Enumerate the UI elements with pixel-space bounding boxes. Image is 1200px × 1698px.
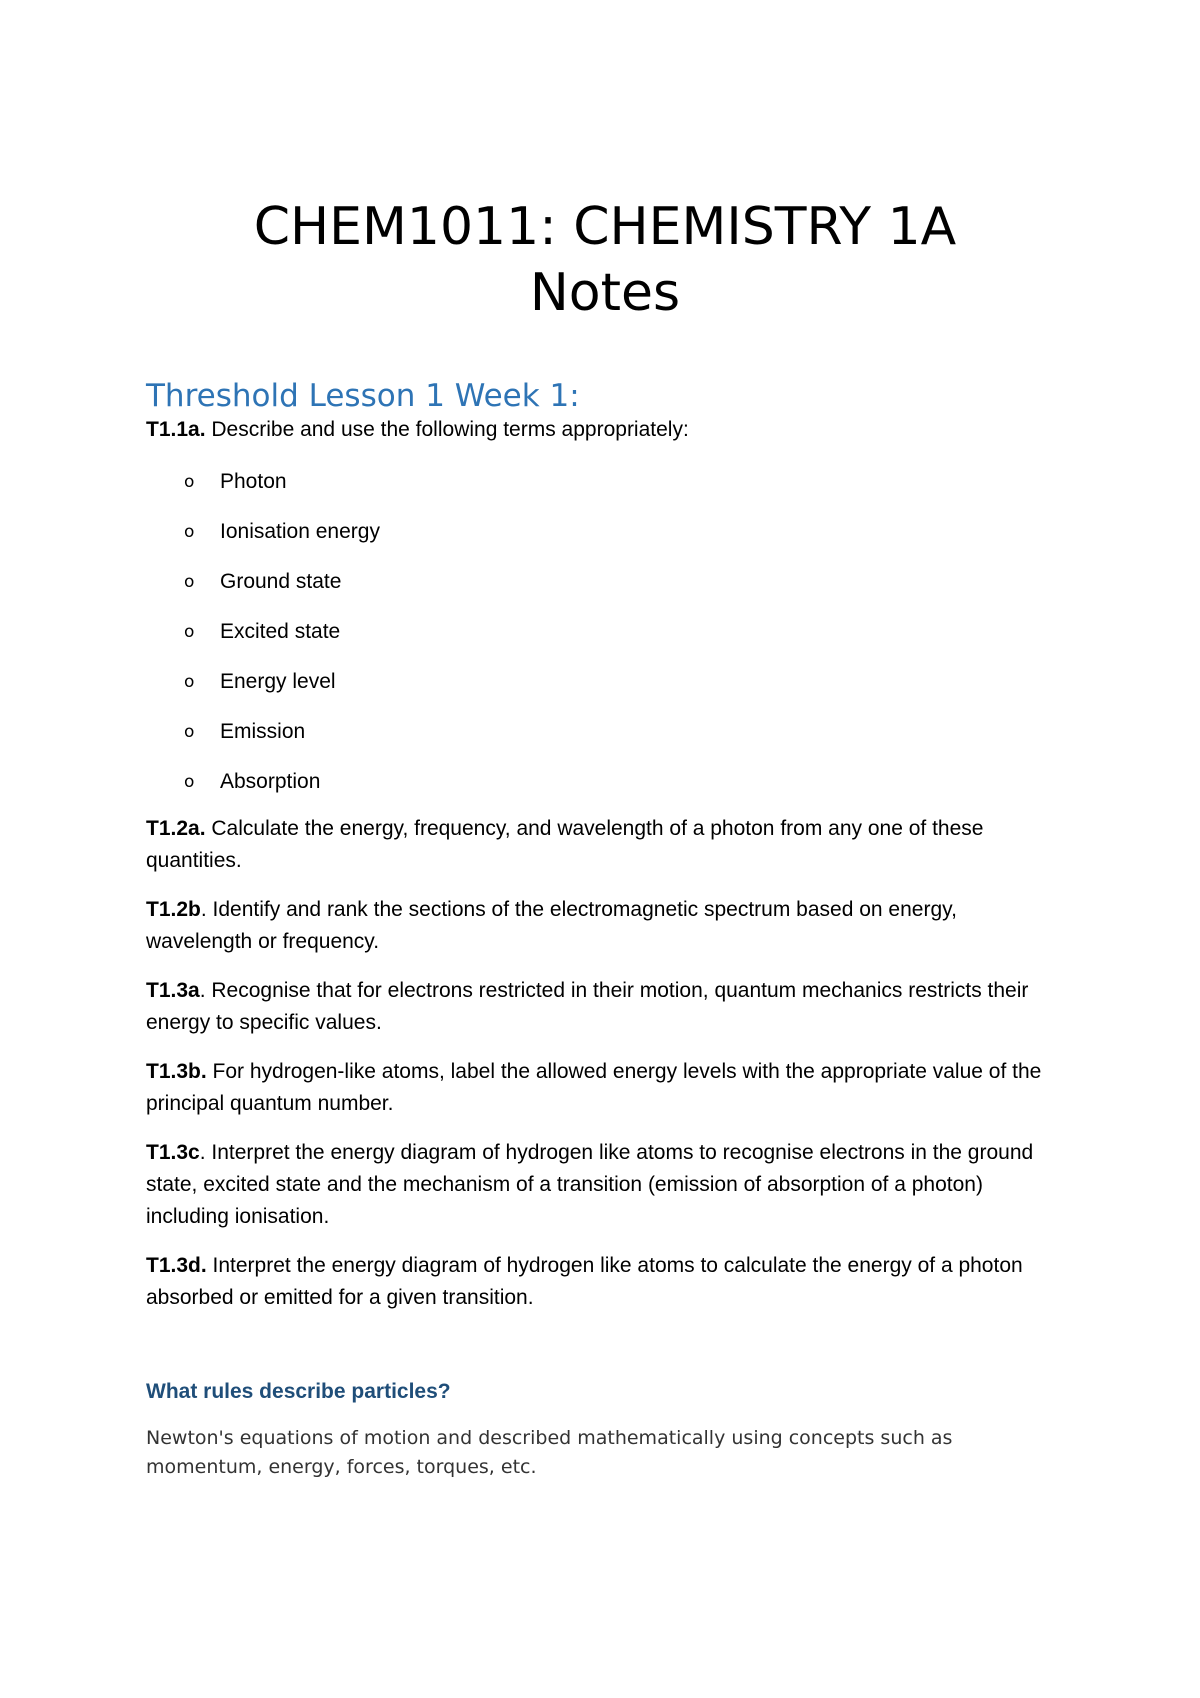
objective-code: T1.2b bbox=[146, 898, 201, 921]
objective-t1-3c bbox=[146, 1137, 1066, 1233]
objective-text: For hydrogen-like atoms, label the allowed energy levels with the appropriate value of the principal quantum number. bbox=[146, 1060, 1042, 1115]
bullet-marker: o bbox=[184, 722, 195, 742]
objective-text: Calculate the energy, frequency, and wavelength of a photon from any one of these quantities. bbox=[146, 817, 984, 872]
objective-code: T1.3d. bbox=[146, 1254, 207, 1277]
document-title-line-2: Notes bbox=[529, 263, 681, 323]
term-label: Excited state bbox=[220, 620, 341, 643]
bullet-marker: o bbox=[184, 672, 195, 692]
term-label: Absorption bbox=[220, 770, 321, 793]
objective-code: T1.1a. bbox=[146, 418, 206, 441]
objective-t1-3a bbox=[146, 975, 1066, 1039]
section-heading: Threshold Lesson 1 Week 1: bbox=[146, 378, 580, 414]
document-title-line-1: CHEM1011: CHEMISTRY 1A bbox=[253, 197, 957, 257]
objective-t1-3d bbox=[146, 1250, 1066, 1314]
term-label: Ground state bbox=[220, 570, 342, 593]
term-label: Photon bbox=[220, 470, 287, 493]
objective-t1-2a bbox=[146, 813, 1066, 877]
objective-code: T1.3b. bbox=[146, 1060, 207, 1083]
objective-t1-1a bbox=[146, 414, 1066, 446]
bullet-marker: o bbox=[184, 472, 195, 492]
bullet-marker: o bbox=[184, 522, 195, 542]
objective-code: T1.2a. bbox=[146, 817, 206, 840]
term-label: Emission bbox=[220, 720, 306, 743]
term-label: Ionisation energy bbox=[220, 520, 380, 543]
answer-paragraph: Newton's equations of motion and described mathematically using concepts such as momentum, energy, forces, torques, etc. bbox=[146, 1427, 953, 1478]
objective-t1-3b bbox=[146, 1056, 1066, 1120]
objective-text: Describe and use the following terms appropriately: bbox=[205, 418, 689, 441]
document-title bbox=[0, 194, 1200, 326]
question-heading: What rules describe particles? bbox=[146, 1380, 451, 1403]
bullet-marker: o bbox=[184, 622, 195, 642]
objective-text: Interpret the energy diagram of hydrogen like atoms to calculate the energy of a photon absorbed or emitted for a given transition. bbox=[146, 1254, 1023, 1309]
objective-code: T1.3c bbox=[146, 1141, 200, 1164]
objective-code: T1.3a bbox=[146, 979, 200, 1002]
objective-text: . Interpret the energy diagram of hydrogen like atoms to recognise electrons in the ground state, excited state and the mechanism of a transition (emission of absorption of a photon) including ionisation. bbox=[146, 1141, 1034, 1228]
objective-text: . Identify and rank the sections of the electromagnetic spectrum based on energy, wavelength or frequency. bbox=[146, 898, 957, 953]
bullet-marker: o bbox=[184, 772, 195, 792]
objective-text: . Recognise that for electrons restricted in their motion, quantum mechanics restricts their energy to specific values. bbox=[146, 979, 1029, 1034]
bullet-marker: o bbox=[184, 572, 195, 592]
term-label: Energy level bbox=[220, 670, 336, 693]
objective-t1-2b bbox=[146, 894, 1066, 958]
